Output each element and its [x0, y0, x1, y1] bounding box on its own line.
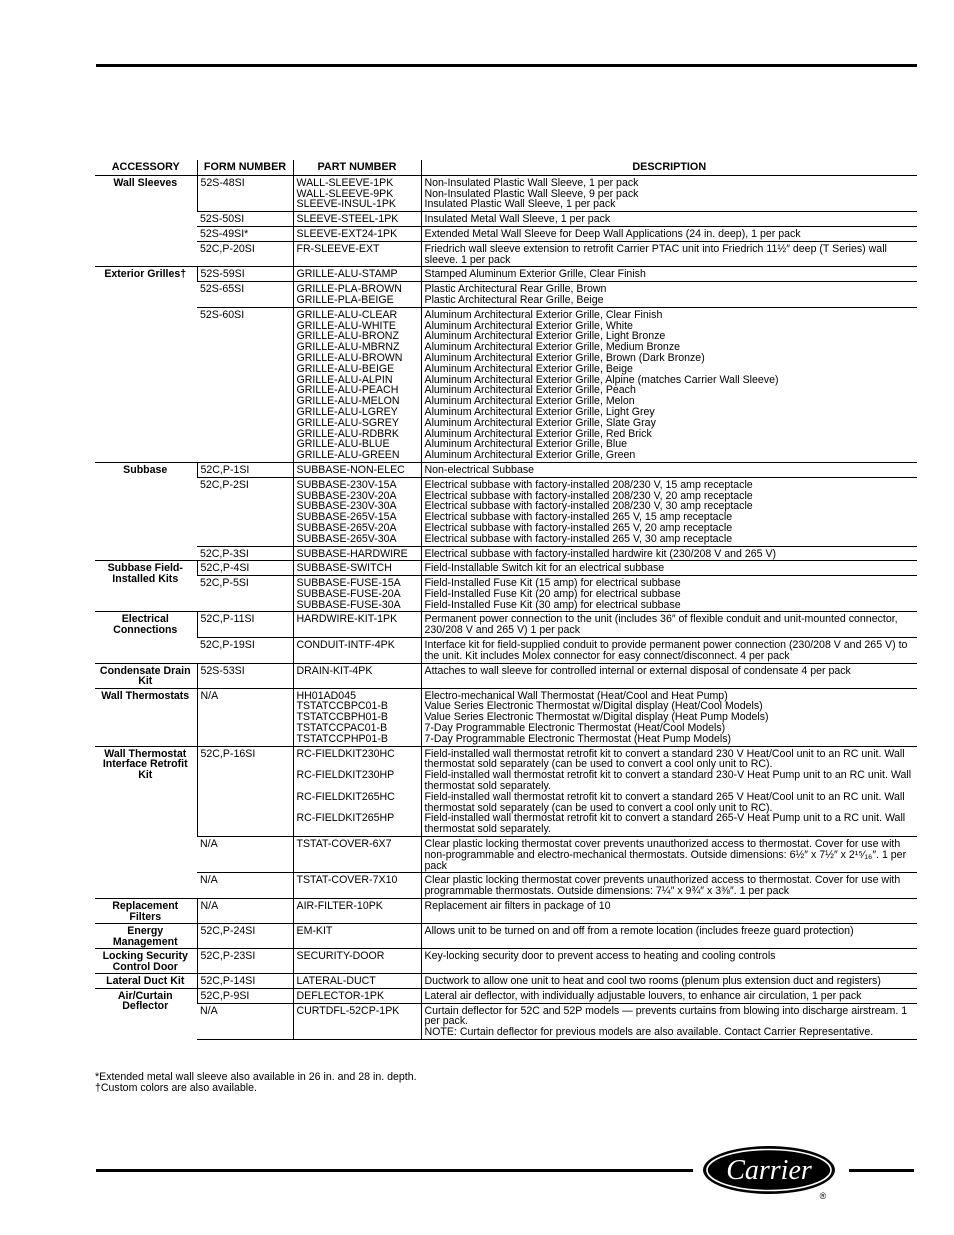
table-row: [95, 307, 917, 462]
description-cell: [421, 226, 917, 241]
part-number: CONDUIT-INTF-4PK: [296, 639, 395, 652]
table-row: [95, 462, 917, 477]
part-number: GRILLE-ALU-BEIGE: [296, 362, 395, 375]
table-row: [95, 267, 917, 282]
form-number-cell: N/A: [197, 873, 293, 899]
part-number: FR-SLEEVE-EXT: [296, 242, 380, 255]
description-cell: [421, 462, 917, 477]
form-number-cell: 52C,P-3SI: [197, 546, 293, 561]
description-line: Field-installed wall thermostat retrofit kit to convert a standard 265-V Heat Pump unit to a RC unit. Wall thermostat sold separately.: [424, 812, 906, 836]
part-number: SECURITY-DOOR: [296, 950, 385, 963]
description-cell: [421, 282, 917, 308]
table-row: [95, 561, 917, 576]
table-row: [95, 576, 917, 612]
part-number: GRILLE-ALU-BROWN: [296, 351, 403, 364]
description-cell: [421, 1003, 917, 1039]
table-header-row: [95, 160, 917, 175]
table-row: [95, 988, 917, 1003]
part-number: GRILLE-ALU-BLUE: [296, 438, 390, 451]
form-number-cell: 52C,P-1SI: [197, 462, 293, 477]
part-number-cell: [293, 974, 421, 989]
part-number-cell: [293, 988, 421, 1003]
table-row: [95, 241, 917, 267]
description-line: Electrical subbase with factory-installed 265 V, 20 amp receptacle: [424, 521, 733, 534]
header-accessory: ACCESSORY: [95, 160, 197, 175]
description-line: Insulated Plastic Wall Sleeve, 1 per pack: [424, 198, 616, 211]
form-number-cell: 52C,P-9SI: [197, 988, 293, 1003]
part-number: SUBBASE-230V-20A: [296, 489, 397, 502]
part-number: RC-FIELDKIT265HC: [296, 790, 395, 803]
accessory-cell: Condensate Drain Kit: [95, 663, 197, 688]
part-number: WALL-SLEEVE-9PK: [296, 187, 394, 200]
accessory-cell: Air/Curtain Deflector: [95, 988, 197, 1039]
top-rule: [96, 64, 917, 67]
part-number: TSTAT-COVER-6X7: [296, 838, 392, 851]
part-number: RC-FIELDKIT230HC: [296, 747, 395, 760]
description-line: Electrical subbase with factory-installed 208/230 V, 20 amp receptacle: [424, 489, 753, 502]
part-number: GRILLE-ALU-WHITE: [296, 319, 396, 332]
bottom-rule-left: [96, 1169, 693, 1172]
form-number-cell: 52S-59SI: [197, 267, 293, 282]
description-cell: [421, 546, 917, 561]
description-line: Field-Installable Switch kit for an electrical subbase: [424, 562, 665, 575]
part-number: SUBBASE-FUSE-15A: [296, 577, 401, 590]
part-number-cell: [293, 267, 421, 282]
part-number: SUBBASE-230V-30A: [296, 500, 397, 513]
description-line: Value Series Electronic Thermostat w/Digital display (Heat Pump Models): [424, 711, 769, 724]
table-row: [95, 974, 917, 989]
part-number: GRILLE-ALU-RDBRK: [296, 427, 399, 440]
part-number: HARDWIRE-KIT-1PK: [296, 613, 398, 626]
form-number-cell: 52C,P-16SI: [197, 746, 293, 836]
part-number: GRILLE-ALU-BRONZ: [296, 330, 399, 343]
description-cell: [421, 561, 917, 576]
part-number: TSTATCCBPH01-B: [296, 711, 388, 724]
description-line: Aluminum Architectural Exterior Grille, White: [424, 319, 633, 332]
description-line: Insulated Metal Wall Sleeve, 1 per pack: [424, 213, 611, 226]
accessory-cell: Wall Thermostat Interface Retrofit Kit: [95, 746, 197, 898]
description-line: Replacement air filters in package of 10: [424, 900, 611, 913]
part-number: GRILLE-ALU-CLEAR: [296, 308, 398, 321]
description-cell: [421, 899, 917, 924]
description-cell: [421, 688, 917, 746]
description-cell: [421, 663, 917, 688]
description-cell: [421, 307, 917, 462]
accessory-cell: Wall Thermostats: [95, 688, 197, 746]
description-line: Aluminum Architectural Exterior Grille, Clear Finish: [424, 308, 663, 321]
description-line: Non-Insulated Plastic Wall Sleeve, 9 per pack: [424, 187, 639, 200]
part-number: TSTATCCBPC01-B: [296, 700, 388, 713]
part-number-cell: [293, 746, 421, 836]
part-number: WALL-SLEEVE-1PK: [296, 176, 394, 189]
part-number: SUBBASE-HARDWIRE: [296, 547, 408, 560]
description-line: 7-Day Programmable Electronic Thermostat (Heat Pump Models): [424, 732, 732, 745]
description-line: Extended Metal Wall Sleeve for Deep Wall Applications (24 in. deep), 1 per pack: [424, 227, 801, 240]
form-number-cell: N/A: [197, 899, 293, 924]
description-cell: [421, 612, 917, 638]
part-number: SUBBASE-FUSE-30A: [296, 598, 401, 611]
part-number: SUBBASE-FUSE-20A: [296, 587, 401, 600]
description-line: Aluminum Architectural Exterior Grille, Blue: [424, 438, 628, 451]
description-line: Aluminum Architectural Exterior Grille, Slate Gray: [424, 416, 656, 429]
form-number-cell: N/A: [197, 688, 293, 746]
table-row: [95, 949, 917, 974]
description-line: NOTE: Curtain deflector for previous models are also available. Contact Carrier Representative.: [424, 1026, 874, 1039]
accessory-cell: Wall Sleeves: [95, 175, 197, 267]
part-number: EM-KIT: [296, 925, 333, 938]
carrier-logo: [701, 1143, 841, 1201]
description-line: Non-Insulated Plastic Wall Sleeve, 1 per pack: [424, 176, 639, 189]
part-number: AIR-FILTER-10PK: [296, 900, 383, 913]
part-number: SUBBASE-NON-ELEC: [296, 463, 405, 476]
part-number: GRILLE-PLA-BEIGE: [296, 293, 394, 306]
table-row: [95, 638, 917, 664]
description-line: Electro-mechanical Wall Thermostat (Heat/Cool and Heat Pump): [424, 689, 728, 702]
part-number-cell: [293, 949, 421, 974]
description-line: Electrical subbase with factory-installed hardwire kit (230/208 V and 265 V): [424, 547, 777, 560]
part-number-cell: [293, 462, 421, 477]
description-line: Aluminum Architectural Exterior Grille, Green: [424, 449, 636, 462]
accessory-cell: Energy Management: [95, 924, 197, 949]
description-line: Allows unit to be turned on and off from a remote location (includes freeze guard protection): [424, 925, 854, 938]
description-cell: [421, 837, 917, 873]
form-number-cell: N/A: [197, 1003, 293, 1039]
description-line: Non-electrical Subbase: [424, 463, 535, 476]
description-cell: [421, 638, 917, 664]
description-cell: [421, 974, 917, 989]
part-number-cell: [293, 477, 421, 546]
description-line: Ductwork to allow one unit to heat and cool two rooms (plenum plus extension duct and registers): [424, 975, 881, 988]
table-row: [95, 663, 917, 688]
part-number-cell: [293, 561, 421, 576]
description-line: Aluminum Architectural Exterior Grille, Peach: [424, 384, 636, 397]
description-cell: [421, 576, 917, 612]
footnote-extended-sleeve: *Extended metal wall sleeve also available in 26 in. and 28 in. depth.: [95, 1071, 417, 1083]
form-number-cell: 52C,P-11SI: [197, 612, 293, 638]
accessory-cell: Replacement Filters: [95, 899, 197, 924]
part-number: CURTDFL-52CP-1PK: [296, 1004, 400, 1017]
description-line: Stamped Aluminum Exterior Grille, Clear Finish: [424, 268, 646, 281]
accessories-table: [95, 160, 917, 1040]
description-cell: [421, 988, 917, 1003]
table-row: [95, 1003, 917, 1039]
header-form-number: FORM NUMBER: [197, 160, 293, 175]
description-line: Aluminum Architectural Exterior Grille, Light Bronze: [424, 330, 666, 343]
description-line: Plastic Architectural Rear Grille, Brown: [424, 283, 607, 296]
part-number-cell: [293, 873, 421, 899]
description-cell: [421, 477, 917, 546]
table-row: [95, 873, 917, 899]
part-number: RC-FIELDKIT230HP: [296, 769, 395, 782]
footnotes: [95, 1072, 417, 1094]
description-line: Aluminum Architectural Exterior Grille, Beige: [424, 362, 633, 375]
part-number: SUBBASE-265V-20A: [296, 521, 397, 534]
table-row: [95, 212, 917, 227]
part-number-cell: [293, 226, 421, 241]
part-number-cell: [293, 1003, 421, 1039]
description-line: Electrical subbase with factory-installed 208/230 V, 30 amp receptacle: [424, 500, 753, 513]
description-cell: [421, 241, 917, 267]
description-line: Lateral air deflector, with individually adjustable louvers, to enhance air circulation, 1 per pack: [424, 989, 862, 1002]
description-line: Field-Installed Fuse Kit (15 amp) for electrical subbase: [424, 577, 681, 590]
form-number-cell: 52C,P-20SI: [197, 241, 293, 267]
description-line: Electrical subbase with factory-installed 208/230 V, 15 amp receptacle: [424, 478, 753, 491]
part-number: SLEEVE-INSUL-1PK: [296, 198, 397, 211]
part-number-cell: [293, 899, 421, 924]
description-line: Field-installed wall thermostat retrofit kit to convert a standard 230 V Heat/Cool unit to an RC unit. Wall thermostat sold separately (can be used to convert a cool only unit to RC).: [424, 747, 905, 771]
table-row: [95, 175, 917, 211]
registered-mark: ®: [819, 1191, 827, 1201]
accessory-cell: Exterior Grilles†: [95, 267, 197, 463]
part-number: DRAIN-KIT-4PK: [296, 664, 373, 677]
table-row: [95, 477, 917, 546]
form-number-cell: 52S-49SI*: [197, 226, 293, 241]
part-number: GRILLE-ALU-STAMP: [296, 268, 398, 281]
table-row: [95, 924, 917, 949]
table-row: [95, 612, 917, 638]
part-number-cell: [293, 688, 421, 746]
part-number: SUBBASE-230V-15A: [296, 478, 397, 491]
description-line: Key-locking security door to prevent access to heating and cooling controls: [424, 950, 776, 963]
part-number: GRILLE-ALU-ALPIN: [296, 373, 393, 386]
description-line: Clear plastic locking thermostat cover prevents unauthorized access to thermostat. Cover for use with programmable thermostats. Outside dimensions: 7¼″ x 9¾″ x 3⅜″. 1 per pack: [424, 874, 901, 898]
accessory-cell: Lateral Duct Kit: [95, 974, 197, 989]
part-number-cell: [293, 307, 421, 462]
form-number-cell: 52S-65SI: [197, 282, 293, 308]
form-number-cell: 52C,P-2SI: [197, 477, 293, 546]
part-number: SLEEVE-STEEL-1PK: [296, 213, 399, 226]
description-line: Attaches to wall sleeve for controlled internal or external disposal of condensate 4 per pack: [424, 664, 851, 677]
description-line: Aluminum Architectural Exterior Grille, Alpine (matches Carrier Wall Sleeve): [424, 373, 779, 386]
part-number: TSTAT-COVER-7X10: [296, 874, 398, 887]
part-number-cell: [293, 612, 421, 638]
footnote-custom-colors: †Custom colors are also available.: [95, 1082, 257, 1094]
part-number: HH01AD045: [296, 689, 356, 702]
table-row: [95, 546, 917, 561]
part-number: GRILLE-ALU-GREEN: [296, 449, 400, 462]
description-line: Aluminum Architectural Exterior Grille, Red Brick: [424, 427, 652, 440]
description-cell: [421, 746, 917, 836]
description-line: Friedrich wall sleeve extension to retrofit Carrier PTAC unit into Friedrich 11½″ deep (T Series) wall sleeve. 1 per pack: [424, 242, 887, 266]
part-number-cell: [293, 837, 421, 873]
part-number: TSTATCCPAC01-B: [296, 722, 388, 735]
header-part-number: PART NUMBER: [293, 160, 421, 175]
accessory-cell: Subbase: [95, 462, 197, 560]
bottom-rule-right: [849, 1169, 914, 1172]
part-number-cell: [293, 638, 421, 664]
description-cell: [421, 175, 917, 211]
description-line: Curtain deflector for 52C and 52P models — prevents curtains from blowing into discharge airstream. 1 per pack.: [424, 1004, 908, 1028]
table-row: [95, 282, 917, 308]
description-line: Field-installed wall thermostat retrofit kit to convert a standard 230-V Heat Pump unit to an RC unit. Wall thermostat sold separately.: [424, 769, 912, 793]
part-number: DEFLECTOR-1PK: [296, 989, 385, 1002]
description-line: Field-Installed Fuse Kit (20 amp) for electrical subbase: [424, 587, 681, 600]
part-number: SUBBASE-SWITCH: [296, 562, 392, 575]
description-cell: [421, 924, 917, 949]
part-number-cell: [293, 175, 421, 211]
form-number-cell: 52S-53SI: [197, 663, 293, 688]
part-number-cell: [293, 924, 421, 949]
header-description: DESCRIPTION: [421, 160, 917, 175]
part-number: SLEEVE-EXT24-1PK: [296, 227, 398, 240]
description-cell: [421, 949, 917, 974]
table-row: [95, 899, 917, 924]
accessory-cell: Subbase Field-Installed Kits: [95, 561, 197, 612]
part-number-cell: [293, 576, 421, 612]
description-line: Value Series Electronic Thermostat w/Digital display (Heat/Cool Models): [424, 700, 763, 713]
form-number-cell: 52S-50SI: [197, 212, 293, 227]
form-number-cell: N/A: [197, 837, 293, 873]
table-row: [95, 688, 917, 746]
part-number-cell: [293, 241, 421, 267]
form-number-cell: 52C,P-5SI: [197, 576, 293, 612]
form-number-cell: 52S-48SI: [197, 175, 293, 211]
form-number-cell: 52S-60SI: [197, 307, 293, 462]
description-line: Aluminum Architectural Exterior Grille, Melon: [424, 395, 635, 408]
description-line: 7-Day Programmable Electronic Thermostat (Heat/Cool Models): [424, 722, 726, 735]
part-number-cell: [293, 212, 421, 227]
description-line: Aluminum Architectural Exterior Grille, Medium Bronze: [424, 341, 681, 354]
part-number: GRILLE-ALU-SGREY: [296, 416, 399, 429]
description-cell: [421, 212, 917, 227]
part-number: GRILLE-ALU-MELON: [296, 395, 400, 408]
table-row: [95, 837, 917, 873]
accessory-cell: Locking Security Control Door: [95, 949, 197, 974]
description-cell: [421, 873, 917, 899]
description-line: Field-installed wall thermostat retrofit kit to convert a standard 265 V Heat/Cool unit to an RC unit. Wall thermostat sold separately (can be used to convert a cool only unit to RC).: [424, 790, 905, 814]
part-number: GRILLE-ALU-MBRNZ: [296, 341, 400, 354]
accessory-cell: Electrical Connections: [95, 612, 197, 663]
part-number-cell: [293, 546, 421, 561]
table-body: [95, 175, 917, 1039]
description-line: Clear plastic locking thermostat cover prevents unauthorized access to thermostat. Cover for use with non-programmable and electro-mechanical thermostats. Outside dimensions: 6½″ x 7½″ x 2¹⁵⁄₁₆″. 1 per pack: [424, 838, 907, 872]
table-row: [95, 746, 917, 836]
part-number: GRILLE-ALU-PEACH: [296, 384, 399, 397]
part-number: SUBBASE-265V-30A: [296, 532, 397, 545]
part-number-cell: [293, 663, 421, 688]
part-number-cell: [293, 282, 421, 308]
form-number-cell: 52C,P-24SI: [197, 924, 293, 949]
part-number: LATERAL-DUCT: [296, 975, 376, 988]
part-number: GRILLE-PLA-BROWN: [296, 283, 402, 296]
description-line: Plastic Architectural Rear Grille, Beige: [424, 293, 604, 306]
description-line: Field-Installed Fuse Kit (30 amp) for electrical subbase: [424, 598, 681, 611]
table-row: [95, 226, 917, 241]
description-line: Aluminum Architectural Exterior Grille, Light Grey: [424, 405, 655, 418]
part-number: TSTATCCPHP01-B: [296, 732, 388, 745]
form-number-cell: 52C,P-4SI: [197, 561, 293, 576]
part-number: GRILLE-ALU-LGREY: [296, 405, 398, 418]
form-number-cell: 52C,P-19SI: [197, 638, 293, 664]
description-line: Electrical subbase with factory-installed 265 V, 15 amp receptacle: [424, 511, 733, 524]
description-line: Aluminum Architectural Exterior Grille, Brown (Dark Bronze): [424, 351, 705, 364]
part-number: SUBBASE-265V-15A: [296, 511, 397, 524]
form-number-cell: 52C,P-14SI: [197, 974, 293, 989]
form-number-cell: 52C,P-23SI: [197, 949, 293, 974]
description-cell: [421, 267, 917, 282]
carrier-logo-text: Carrier: [726, 1155, 812, 1186]
description-line: Electrical subbase with factory-installed 265 V, 30 amp receptacle: [424, 532, 733, 545]
part-number: RC-FIELDKIT265HP: [296, 812, 395, 825]
description-line: Permanent power connection to the unit (includes 36″ of flexible conduit and unit-mounted connector, 230/208 V and 265 V) 1 per pack: [424, 613, 898, 637]
description-line: Interface kit for field-supplied conduit to provide permanent power connection (230/208 V and 265 V) to the unit. Kit includes Molex connector for easy connect/disconnect. 4 per pack: [424, 639, 908, 662]
